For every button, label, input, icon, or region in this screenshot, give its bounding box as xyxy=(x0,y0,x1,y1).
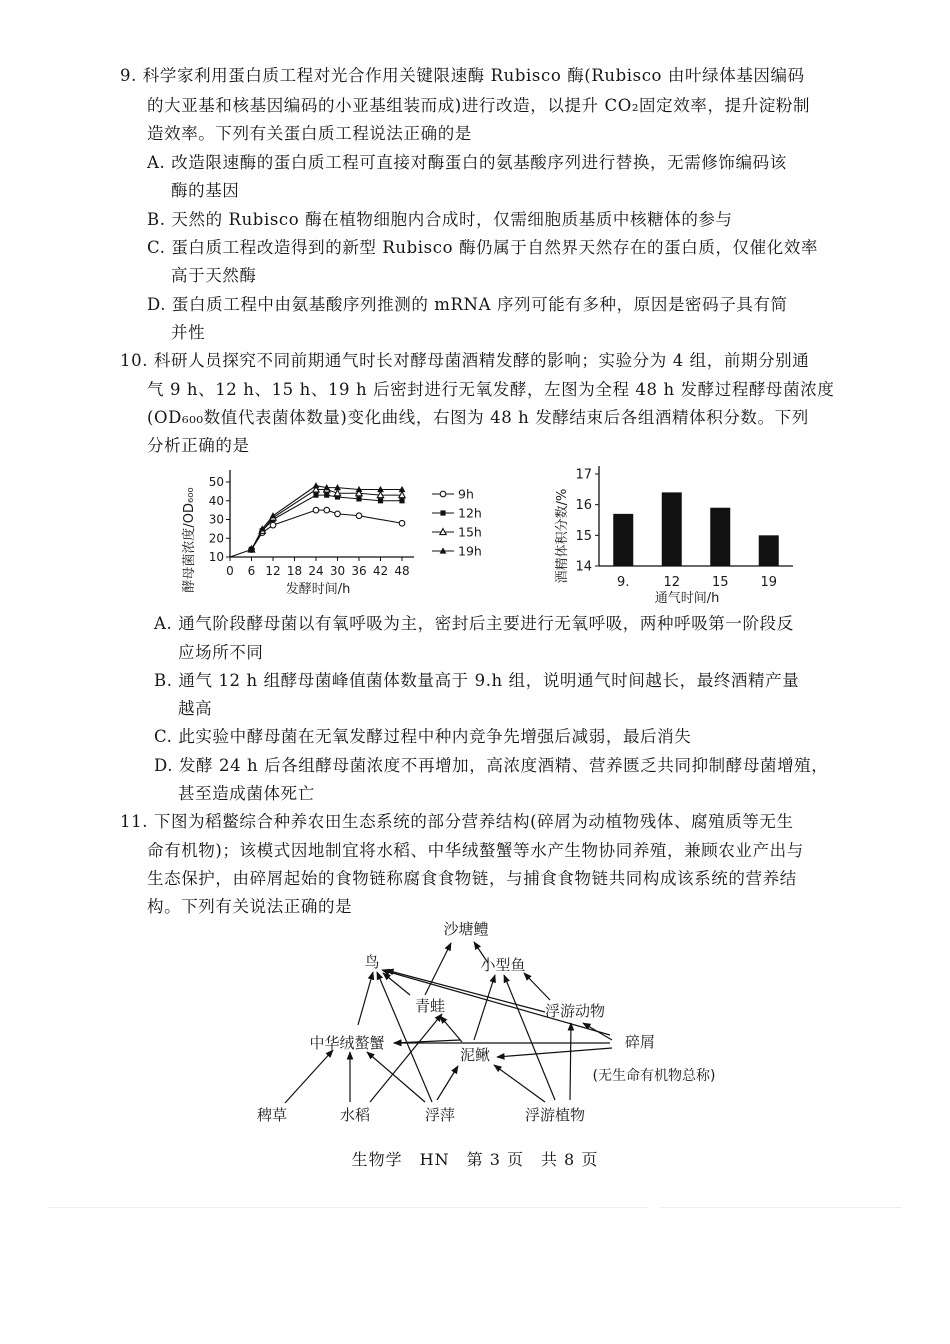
legend-label-15h: 15h xyxy=(458,524,482,540)
q10-stem-line-1: 10. 科研人员探究不同前期通气时长对酵母菌酒精发酵的影响；实验分为 4 组，前期分别通 xyxy=(120,351,810,370)
series-point-12h xyxy=(399,498,404,503)
series-point-19h xyxy=(313,482,320,488)
arrow-detritus-to-loach xyxy=(497,1048,612,1057)
q10-stem-line-4: 分析正确的是 xyxy=(147,436,250,455)
legend-label-9h: 9h xyxy=(458,486,474,502)
series-point-9h xyxy=(356,513,362,519)
line-chart-x-tick-label: 24 xyxy=(308,564,324,578)
node-zooplankton: 浮游动物 xyxy=(544,1002,606,1020)
arrow-phytoplankton-to-smallfish xyxy=(504,975,555,1100)
line-chart-ylabel: 酵母菌浓度/OD₆₀₀ xyxy=(182,487,197,593)
bar-chart-x-tick-label: 15 xyxy=(711,575,729,590)
bar-chart-y-tick-label: 16 xyxy=(575,498,592,514)
series-point-12h xyxy=(324,493,329,498)
line-chart-xlabel: 发酵时间/h xyxy=(285,582,351,597)
bar-chart-ylabel: 酒精体积分数/% xyxy=(555,488,570,584)
arrow-phytoplankton-to-zooplankton xyxy=(570,1023,571,1100)
series-point-12h xyxy=(356,496,361,501)
node-rice: 水稻 xyxy=(339,1106,371,1124)
bar-chart-xlabel: 通气时间/h xyxy=(654,591,720,606)
bar-chart-x-tick-label: 12 xyxy=(663,575,681,590)
q9-option-b: B. 天然的 Rubisco 酶在植物细胞内合成时，仅需细胞质基质中核糖体的参与 xyxy=(147,210,733,229)
q10-stem-line-3: (OD₆₀₀数值代表菌体数量)变化曲线，右图为 48 h 发酵结束后各组酒精体积分数。下列 xyxy=(147,408,809,427)
node-duckweed: 浮萍 xyxy=(424,1106,456,1124)
line-chart-x-tick-label: 6 xyxy=(247,564,256,578)
line-chart-x-tick-label: 12 xyxy=(265,564,281,578)
food-web-arrows xyxy=(285,942,612,1103)
legend-marker-9h xyxy=(440,491,446,497)
q11-stem-line-3: 生态保护，由碎屑起始的食物链称腐食食物链，与捕食食物链共同构成该系统的营养结 xyxy=(147,869,797,888)
bottom-divider-right xyxy=(660,1207,902,1208)
bar-15 xyxy=(710,508,730,566)
arrow-frog-to-shrimp xyxy=(425,943,451,995)
arrow-barnyard-to-crab xyxy=(285,1050,333,1103)
series-point-9h xyxy=(324,507,330,513)
line-chart-x-tick-label: 48 xyxy=(394,564,410,578)
arrow-loach-to-frog xyxy=(440,1016,462,1042)
q9-stem-line-3: 造效率。下列有关蛋白质工程说法正确的是 xyxy=(147,124,472,143)
series-point-12h xyxy=(313,493,318,498)
bar-chart-y-tick-label: 17 xyxy=(575,467,592,483)
q10-option-a: A. 通气阶段酵母菌以有氧呼吸为主，密封后主要进行无氧呼吸，两种呼吸第一阶段反 xyxy=(154,614,794,633)
node-bird: 鸟 xyxy=(364,953,380,971)
series-point-9h xyxy=(270,522,276,528)
line-chart-y-tick-label: 50 xyxy=(208,475,224,489)
line-chart-x-tick-label: 30 xyxy=(329,564,346,578)
food-web-diagram xyxy=(0,910,950,1135)
q9-stem-line-1: 9. 科学家利用蛋白质工程对光合作用关键限速酶 Rubisco 酶(Rubisco 由叶绿体基因编码 xyxy=(120,66,805,85)
q10-option-b-cont: 越高 xyxy=(178,699,213,718)
arrow-zooplankton-to-bird xyxy=(386,970,545,1012)
line-chart-y-tick-label: 10 xyxy=(208,550,224,564)
bar-chart-x-tick-label: 9. xyxy=(617,575,630,590)
arrow-phytoplankton-to-loach xyxy=(494,1065,545,1102)
q9-option-a-cont: 酶的基因 xyxy=(171,181,240,200)
arrow-rice-to-frog xyxy=(370,1014,442,1102)
line-chart-y-tick-label: 30 xyxy=(208,512,224,527)
series-point-9h xyxy=(399,520,405,526)
node-barnyard-grass: 稗草 xyxy=(256,1106,288,1124)
q10-option-a-cont: 应场所不同 xyxy=(178,643,264,662)
node-loach: 泥鳅 xyxy=(459,1046,491,1064)
line-chart-origin-segment xyxy=(230,550,252,558)
q9-option-d: D. 蛋白质工程中由氨基酸序列推测的 mRNA 序列可能有多种，原因是密码子具有简 xyxy=(147,295,788,314)
node-frog: 青蛙 xyxy=(414,997,446,1015)
legend-marker-12h xyxy=(440,510,445,515)
q11-stem-line-2: 命有机物)；该模式因地制宜将水稻、中华绒螯蟹等水产生物协同养殖，兼顾农业产出与 xyxy=(147,841,804,860)
line-chart-y-tick-label: 20 xyxy=(208,531,224,546)
series-point-9h xyxy=(335,511,341,517)
page-footer: 生物学 HN 第 3 页 共 8 页 xyxy=(351,1150,599,1169)
arrow-detritus-to-zooplankton xyxy=(583,1023,612,1040)
q10-option-d-cont: 甚至造成菌体死亡 xyxy=(178,784,315,803)
q9-option-c: C. 蛋白质工程改造得到的新型 Rubisco 酶仍属于自然界天然存在的蛋白质，仅催化效率 xyxy=(147,238,819,257)
node-shrimp: 沙塘鳢 xyxy=(443,920,489,938)
bottom-divider xyxy=(48,1207,648,1208)
node-crab: 中华绒螯蟹 xyxy=(309,1034,385,1052)
node-detritus: 碎屑 xyxy=(624,1033,656,1051)
arrow-loach-to-smallfish xyxy=(474,975,495,1040)
bar-9. xyxy=(613,514,633,566)
q10-option-d: D. 发酵 24 h 后各组酵母菌浓度不再增加，高浓度酒精、营养匮乏共同抑制酵母菌增殖， xyxy=(154,756,829,775)
line-chart-x-tick-label: 18 xyxy=(286,564,303,578)
q10-stem-line-2: 气 9 h、12 h、15 h、19 h 后密封进行无氧发酵，左图为全程 48 h 发酵过程酵母菌浓度 xyxy=(147,380,835,399)
alcohol-fraction-bar-chart xyxy=(548,462,798,610)
q9-stem-line-2: 的大亚基和核基因编码的小亚基组装而成)进行改造，以提升 CO₂固定效率，提升淀粉制 xyxy=(147,96,811,115)
arrow-zooplankton-to-smallfish xyxy=(524,973,550,1000)
q11-stem-line-4: 构。下列有关说法正确的是 xyxy=(147,897,353,916)
q10-option-c: C. 此实验中酵母菌在无氧发酵过程中种内竞争先增强后减弱，最后消失 xyxy=(154,727,692,746)
node-phytoplankton: 浮游植物 xyxy=(524,1106,586,1124)
node-small-fish: 小型鱼 xyxy=(480,956,526,974)
bar-19 xyxy=(759,535,779,566)
line-chart-y-tick-label: 40 xyxy=(208,493,224,508)
legend-label-19h: 19h xyxy=(458,543,482,559)
bar-chart-x-tick-label: 19 xyxy=(760,575,778,590)
node-detritus-note: (无生命有机物总称) xyxy=(592,1068,716,1084)
legend-label-12h: 12h xyxy=(458,505,482,521)
arrow-duckweed-to-loach xyxy=(437,1066,458,1100)
arrow-crab-to-bird xyxy=(358,972,373,1025)
series-point-19h xyxy=(270,512,277,518)
q10-option-b: B. 通气 12 h 组酵母菌峰值菌体数量高于 9.h 组，说明通气时间越长，最终酒精产量 xyxy=(154,671,800,690)
q9-option-c-cont: 高于天然酶 xyxy=(171,266,257,285)
line-chart-x-tick-label: 36 xyxy=(351,564,367,578)
line-chart-x-tick-label: 0 xyxy=(226,564,234,578)
bar-chart-y-tick-label: 14 xyxy=(575,559,592,575)
q11-stem-line-1: 11. 下图为稻鳖综合种养农田生态系统的部分营养结构(碎屑为动植物残体、腐殖质等无生 xyxy=(120,812,794,831)
q9-option-d-cont: 并性 xyxy=(171,323,206,342)
bar-12 xyxy=(662,492,682,566)
series-point-12h xyxy=(378,498,383,503)
series-point-9h xyxy=(313,507,319,513)
bar-chart-y-tick-label: 15 xyxy=(575,528,592,544)
yeast-concentration-line-chart xyxy=(178,462,508,610)
line-chart-x-tick-label: 42 xyxy=(372,564,389,578)
q9-option-a: A. 改造限速酶的蛋白质工程可直接对酶蛋白的氨基酸序列进行替换，无需修饰编码该 xyxy=(147,153,787,172)
